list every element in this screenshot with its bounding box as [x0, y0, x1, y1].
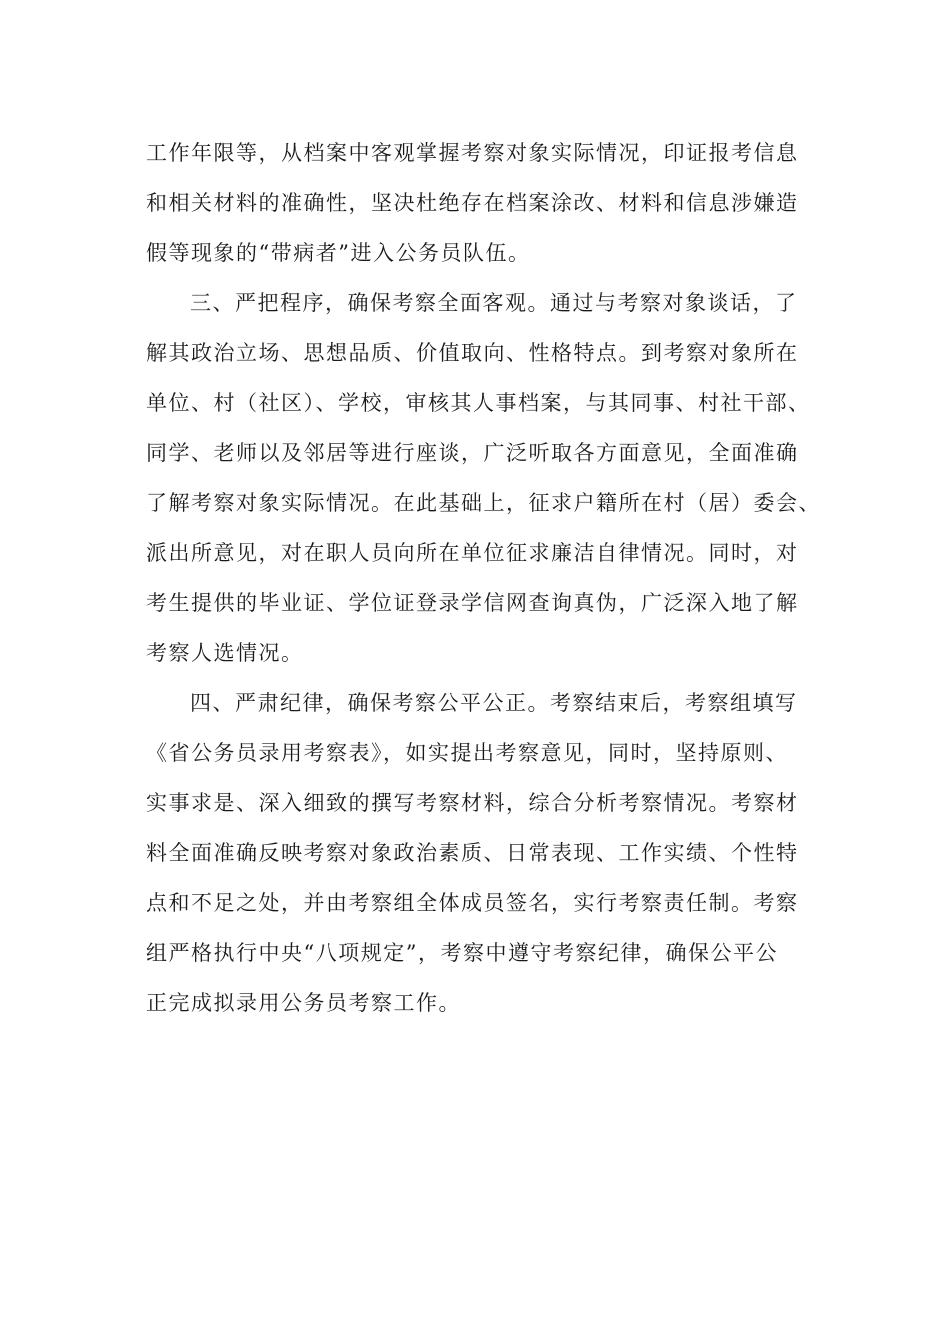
- paragraph-2-line-6: 派出所意见，对在职人员向所在单位征求廉洁自律情况。同时，对: [146, 541, 799, 565]
- paragraph-1-line-1: 工作年限等，从档案中客观掌握考察对象实际情况，印证报考信息: [146, 141, 799, 165]
- paragraph-3-line-5: 点和不足之处，并由考察组全体成员签名，实行考察责任制。考察: [146, 891, 799, 915]
- paragraph-3-line-3: 实事求是、深入细致的撰写考察材料，综合分析考察情况。考察材: [146, 791, 799, 815]
- paragraph-2-line-3: 单位、村（社区）、学校，审核其人事档案，与其同事、村社干部、: [146, 391, 811, 415]
- paragraph-1-line-2: 和相关材料的准确性，坚决杜绝存在档案涂改、材料和信息涉嫌造: [146, 191, 799, 215]
- paragraph-3-line-2: 《省公务员录用考察表》，如实提出考察意见，同时，坚持原则、: [146, 741, 788, 765]
- paragraph-3-line-6: 组严格执行中央“八项规定”，考察中遵守考察纪律，确保公平公: [146, 941, 778, 965]
- paragraph-2-line-7: 考生提供的毕业证、学位证登录学信网查询真伪，广泛深入地了解: [146, 591, 799, 615]
- paragraph-2-line-2: 解其政治立场、思想品质、价值取向、性格特点。到考察对象所在: [146, 341, 799, 365]
- paragraph-3-line-1: 四、严肃纪律，确保考察公平公正。考察结束后，考察组填写: [190, 691, 798, 715]
- paragraph-2-line-1: 三、严把程序，确保考察全面客观。通过与考察对象谈话，了: [190, 291, 798, 315]
- paragraph-3-line-7: 正完成拟录用公务员考察工作。: [146, 991, 461, 1015]
- paragraph-2-line-4: 同学、老师以及邻居等进行座谈，广泛听取各方面意见，全面准确: [146, 441, 799, 465]
- paragraph-3-line-4: 料全面准确反映考察对象政治素质、日常表现、工作实绩、个性特: [146, 841, 799, 865]
- paragraph-2-line-5: 了解考察对象实际情况。在此基础上，征求户籍所在村（居）委会、: [146, 491, 821, 515]
- paragraph-2-line-8: 考察人选情况。: [146, 641, 304, 665]
- paragraph-1-line-3: 假等现象的“带病者”进入公务员队伍。: [146, 241, 531, 265]
